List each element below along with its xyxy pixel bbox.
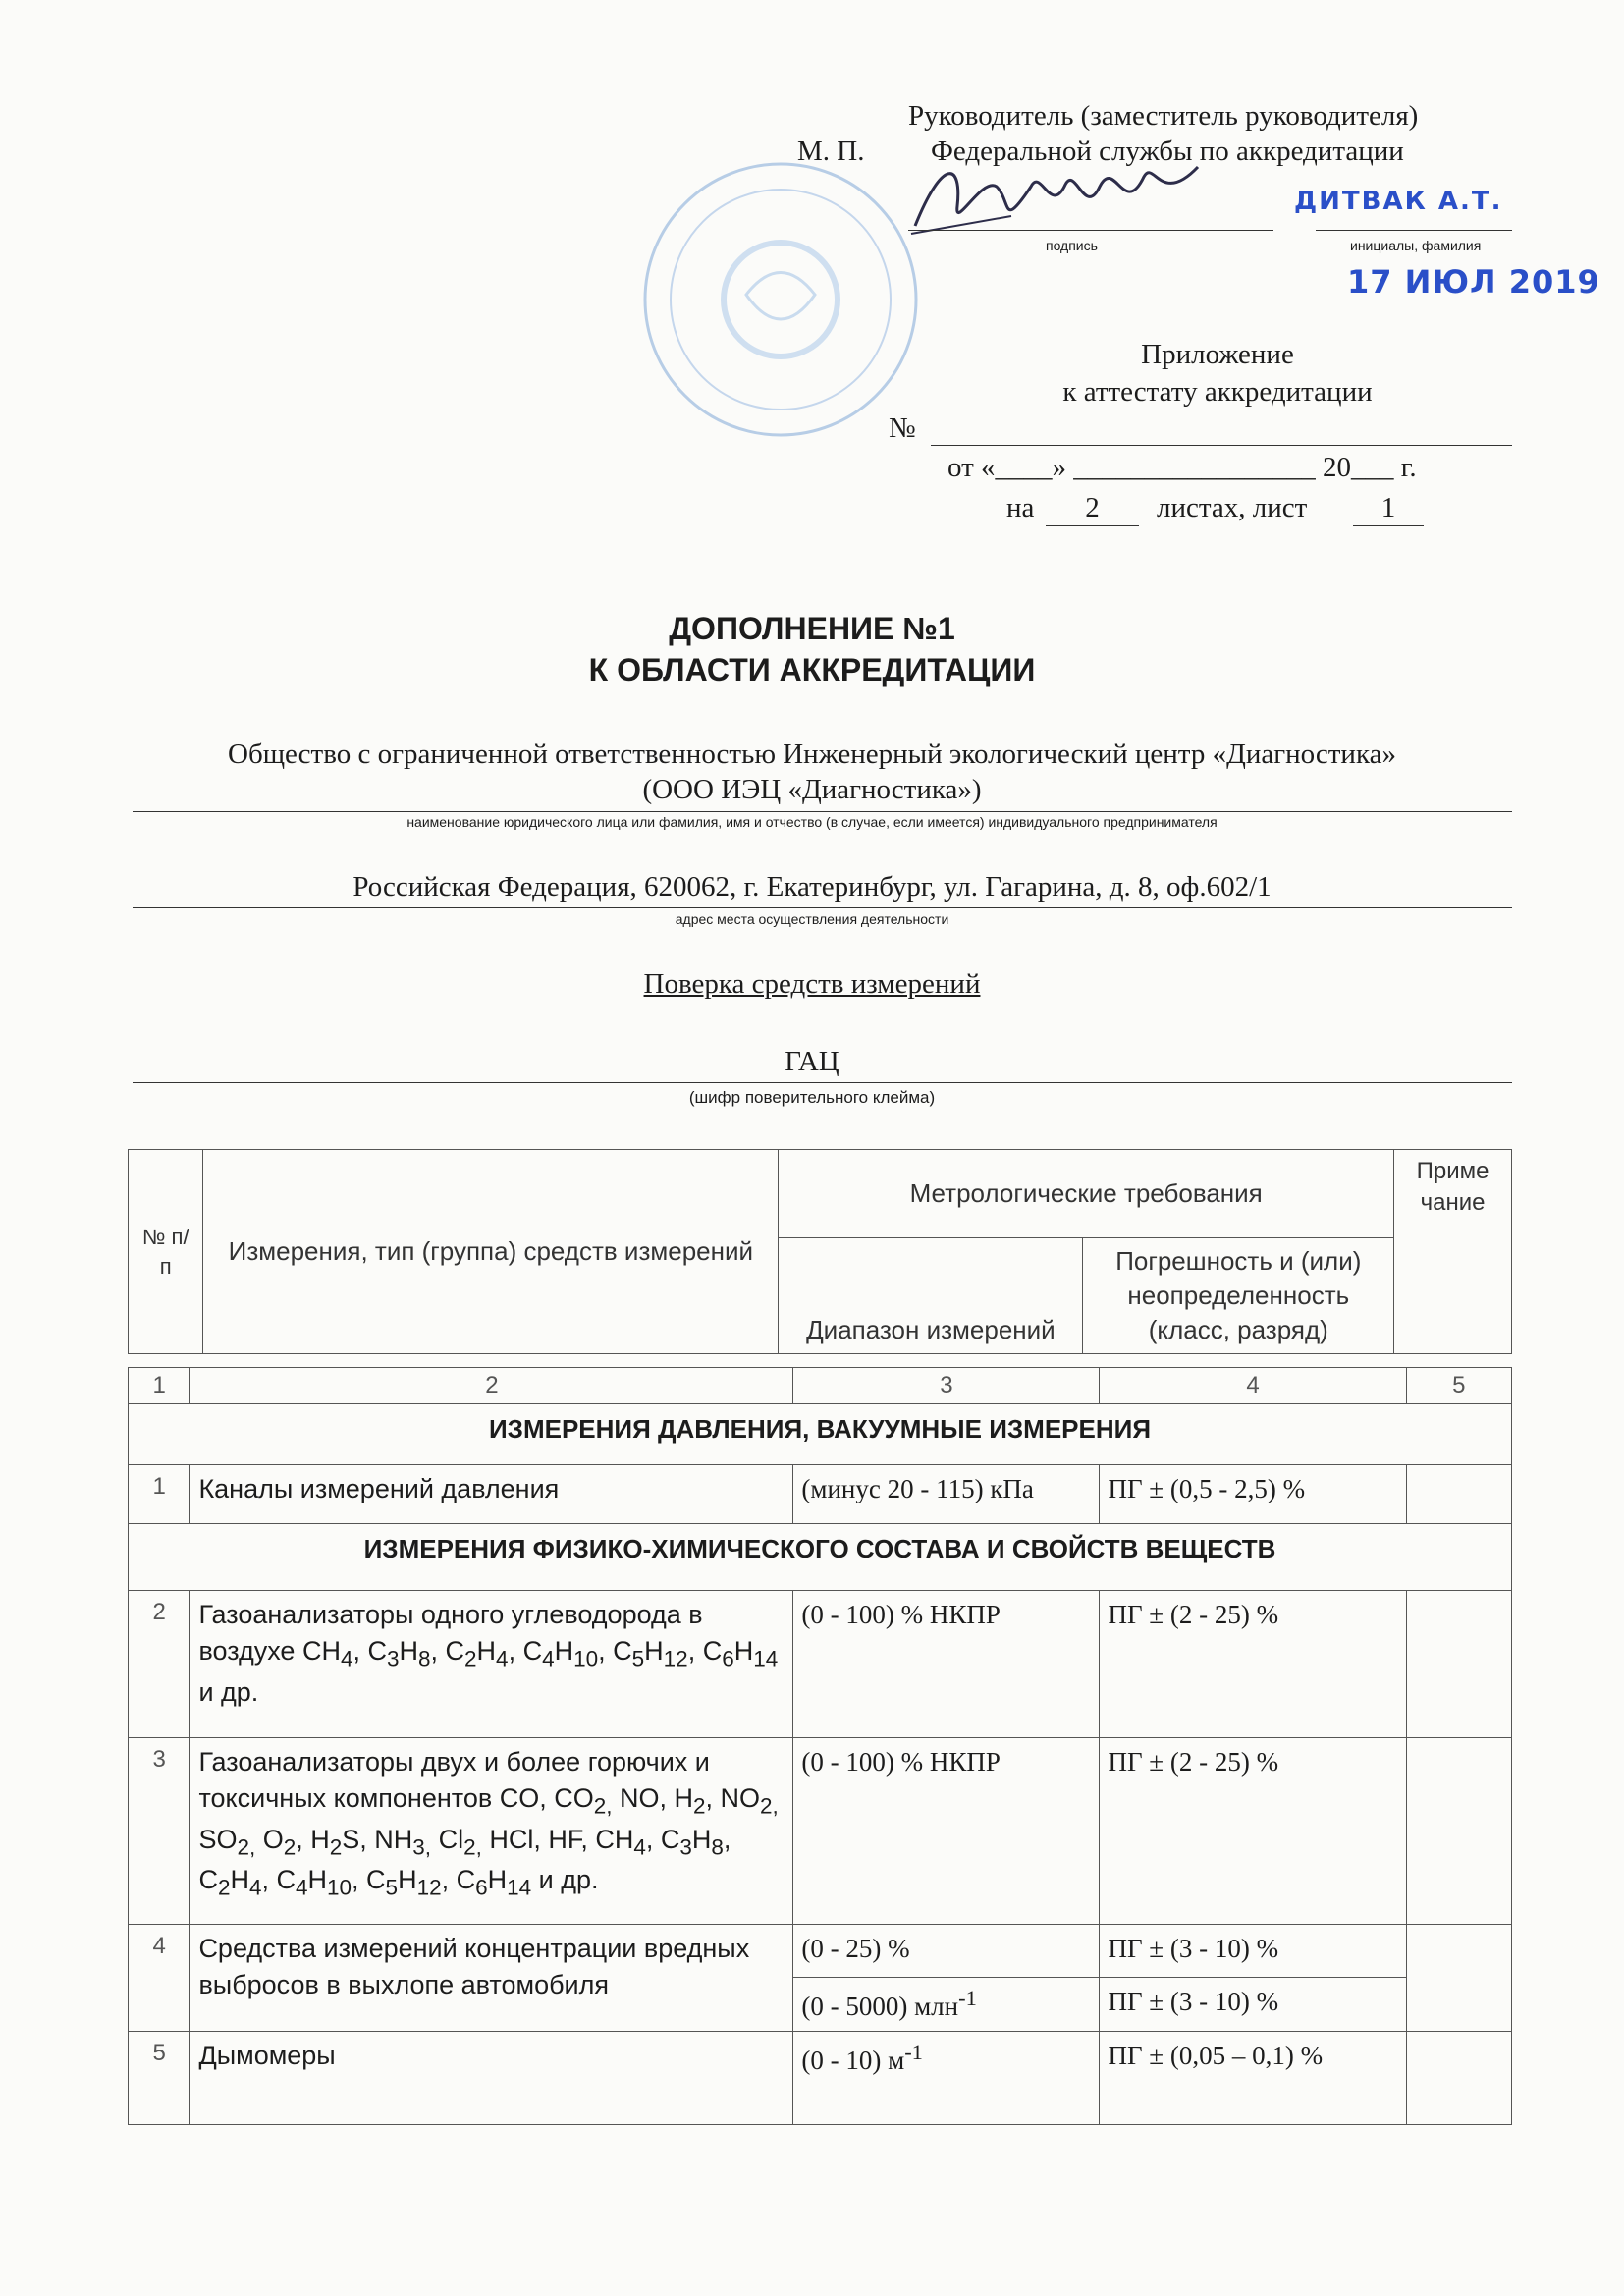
row-name: Каналы измерений давления	[190, 1465, 793, 1524]
row-num: 1	[129, 1465, 190, 1524]
document-title: ДОПОЛНЕНИЕ №1	[669, 611, 955, 646]
row-range: (0 - 5000) млн$^{-1}$	[793, 1978, 1100, 2031]
row-error: ПГ ± (0,05 – 0,1) %	[1100, 2031, 1406, 2124]
row-note	[1406, 1925, 1511, 2031]
row-note	[1406, 1465, 1511, 1524]
initials-line	[1316, 230, 1512, 231]
appendix-subtitle: к аттестату аккредитации	[1062, 376, 1373, 408]
name-stamp: ДИТВАК А.Т.	[1294, 187, 1503, 216]
row-error: ПГ ± (2 - 25) %	[1100, 1738, 1406, 1925]
date-stamp: 17 ИЮЛ 2019	[1347, 263, 1600, 301]
sheets-total: 2	[1046, 492, 1139, 526]
section-heading: ИЗМЕРЕНИЯ ФИЗИКО-ХИМИЧЕСКОГО СОСТАВА И СВОЙСТВ ВЕЩЕСТВ	[129, 1524, 1512, 1591]
row-num: 3	[129, 1738, 190, 1925]
head-title-line1: Руководитель (заместитель руководителя)	[908, 100, 1419, 132]
row-note	[1406, 1591, 1511, 1738]
table-row	[129, 1591, 1512, 1738]
address-caption: адрес места осуществления деятельности	[675, 911, 949, 927]
col-number: 2	[190, 1368, 793, 1404]
table-row	[129, 1738, 1512, 1925]
column-number-row	[129, 1368, 1512, 1404]
table-row	[129, 1925, 1512, 1978]
code-caption: (шифр поверительного клейма)	[688, 1088, 936, 1107]
signature-line	[908, 230, 1273, 231]
row-note	[1406, 1738, 1511, 1925]
sheet-number: 1	[1353, 492, 1424, 526]
stamp-code: ГАЦ	[785, 1046, 839, 1077]
official-seal-icon	[638, 157, 923, 442]
row-range: (0 - 100) % НКПР	[793, 1738, 1100, 1925]
header-note: Приме чание	[1394, 1150, 1512, 1354]
activity-type: Поверка средств измерений	[643, 968, 981, 1000]
mp-label: М. П.	[797, 136, 865, 167]
section-heading: ИЗМЕРЕНИЯ ДАВЛЕНИЯ, ВАКУУМНЫЕ ИЗМЕРЕНИЯ	[129, 1404, 1512, 1465]
row-num: 2	[129, 1591, 190, 1738]
org-caption: наименование юридического лица или фамилия, имя и отчество (в случае, если имеется) индивидуального предпринимателя	[406, 814, 1218, 830]
appendix-date: от «____» _________________ 20___ г.	[947, 452, 1417, 483]
address: Российская Федерация, 620062, г. Екатеринбург, ул. Гагарина, д. 8, оф.602/1	[352, 871, 1272, 902]
header-measure: Измерения, тип (группа) средств измерений	[203, 1150, 779, 1354]
scope-table	[128, 1367, 1512, 2125]
sheets-middle: листах, лист	[1157, 492, 1308, 523]
header-range: Диапазон измерений	[779, 1238, 1083, 1354]
table-row	[129, 2031, 1512, 2124]
row-error: ПГ ± (3 - 10) %	[1100, 1925, 1406, 1978]
col-number: 4	[1100, 1368, 1406, 1404]
row-error: ПГ ± (3 - 10) %	[1100, 1978, 1406, 2031]
org-short-name: (ООО ИЭЦ «Диагностика»)	[642, 774, 982, 805]
signature-caption: подпись	[1046, 238, 1098, 253]
row-error: ПГ ± (0,5 - 2,5) %	[1100, 1465, 1406, 1524]
row-range: (0 - 25) %	[793, 1925, 1100, 1978]
header-num: № п/п	[129, 1150, 203, 1354]
col-number: 3	[793, 1368, 1100, 1404]
org-name: Общество с ограниченной ответственностью Инженерный экологический центр «Диагностика»	[228, 738, 1396, 770]
row-name: Средства измерений концентрации вредных выбросов в выхлопе автомобиля	[190, 1925, 793, 2031]
col-number: 5	[1406, 1368, 1511, 1404]
initials-caption: инициалы, фамилия	[1350, 238, 1482, 253]
col-number: 1	[129, 1368, 190, 1404]
table-header	[128, 1149, 1512, 1354]
row-name: Дымомеры	[190, 2031, 793, 2124]
row-range: (минус 20 - 115) кПа	[793, 1465, 1100, 1524]
appendix-title: Приложение	[1141, 339, 1294, 370]
header-error: Погрешность и (или) неопределенность (класс, разряд)	[1083, 1238, 1394, 1354]
row-note	[1406, 2031, 1511, 2124]
head-title-line2: Федеральной службы по аккредитации	[931, 136, 1404, 167]
sheets-prefix: на	[1006, 492, 1035, 523]
row-name: Газоанализаторы двух и более горючих и токсичных компонентов CO, $CO_{2,}$ NO, $H_2$, $NO_{2,}$ $SO_{2,}$ $O_2$, $H_2S$, $NH_{3,}$ $Cl_{2,}$ HCl, HF, $CH_4$, $C_3H_8$, $C_2H_4$, $C_4H_{10}$, $C_5H_{12}$, $C_6H_{14}$ и др.	[190, 1738, 793, 1925]
org-line	[133, 811, 1512, 812]
code-line	[133, 1082, 1512, 1083]
appendix-number-prefix: №	[889, 412, 916, 444]
row-range: (0 - 100) % НКПР	[793, 1591, 1100, 1738]
header-metro: Метрологические требования	[779, 1150, 1394, 1238]
signature-icon	[903, 147, 1208, 241]
row-num: 5	[129, 2031, 190, 2124]
row-error: ПГ ± (2 - 25) %	[1100, 1591, 1406, 1738]
row-num: 4	[129, 1925, 190, 2031]
table-row	[129, 1465, 1512, 1524]
document-subtitle: К ОБЛАСТИ АККРЕДИТАЦИИ	[588, 652, 1036, 687]
address-line	[133, 907, 1512, 908]
row-range: (0 - 10) $м^{-1}$	[793, 2031, 1100, 2124]
row-name: Газоанализаторы одного углеводорода в воздухе $CH_4$, $C_3H_8$, $C_2H_4$, $C_4H_{10}$, $C_5H_{12}$, $C_6H_{14}$ и др.	[190, 1591, 793, 1738]
appendix-number-line	[931, 445, 1512, 446]
